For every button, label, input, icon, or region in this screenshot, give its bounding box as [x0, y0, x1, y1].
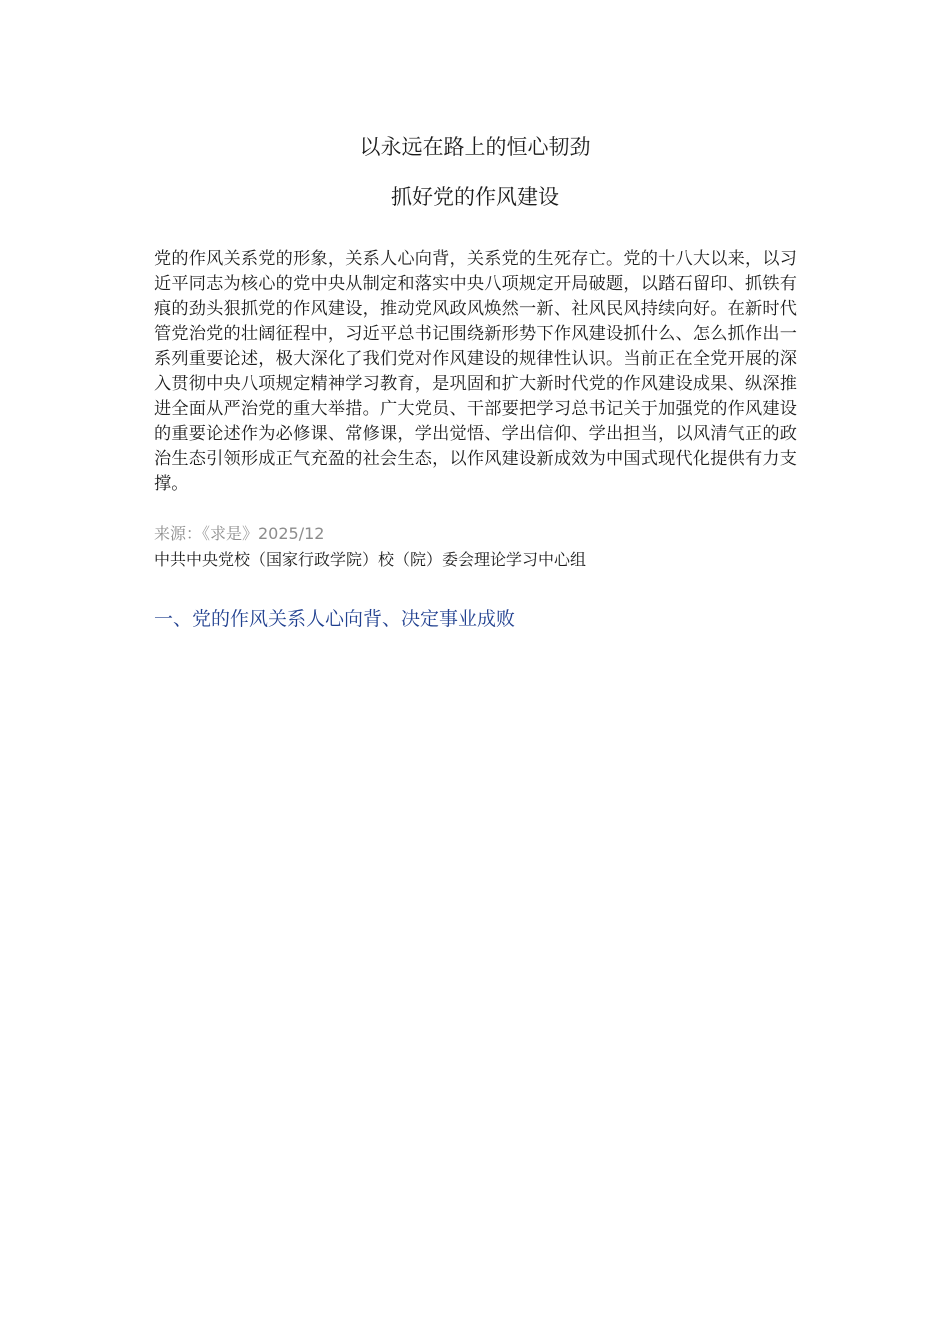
author-line: 中共中央党校（国家行政学院）校（院）委会理论学习中心组	[154, 550, 587, 569]
title-line-2: 抓好党的作风建设	[391, 185, 559, 209]
lead-paragraph: 党的作风关系党的形象，关系人心向背，关系党的生死存亡。党的十八大以来，以习近平同志为核心的党中央从制定和落实中央八项规定开局破题，以踏石留印、抓铁有痕的劲头狠抓党的作风建设，推动党风政风焕然一新、社风民风持续向好。在新时代管党治党的壮阔征程中，习近平总书记围绕新形势下作风建设抓什么、怎么抓作出一系列重要论述，极大深化了我们党对作风建设的规律性认识。当前正在全党开展的深入贯彻中央八项规定精神学习教育，是巩固和扩大新时代党的作风建设成果、纵深推进全面从严治党的重大举措。广大党员、干部要把学习总书记关于加强党的作风建设的重要论述作为必修课、常修课，学出觉悟、学出信仰、学出担当，以风清气正的政治生态引领形成正气充盈的社会生态，以作风建设新成效为中国式现代化提供有力支撑。	[154, 249, 797, 494]
article-title	[0, 131, 950, 214]
section-heading-1: 一、党的作风关系人心向背、决定事业成败	[154, 608, 516, 630]
source-line: 来源：《求是》2025/12	[154, 524, 325, 543]
title-line-1: 以永远在路上的恒心韧劲	[359, 135, 591, 159]
article-body	[154, 247, 797, 633]
